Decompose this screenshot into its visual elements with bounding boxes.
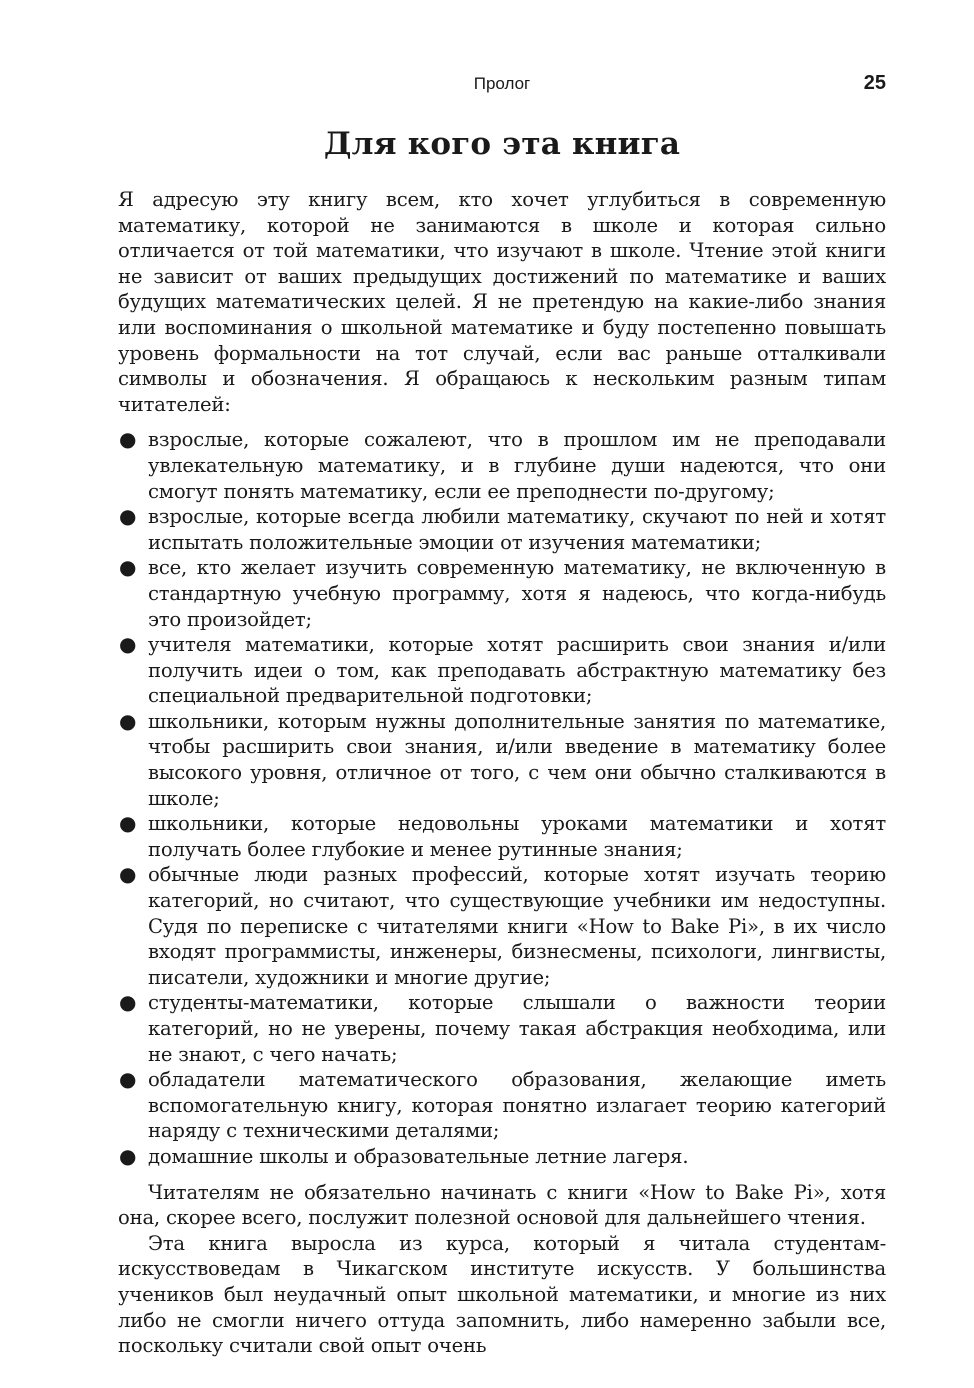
list-item-text: обладатели математического образования, желающие иметь вспомогательную книгу, которая понятно излагает теорию категорий наряду с техническими деталями; (148, 1068, 886, 1143)
list-item-text: взрослые, которые всегда любили математику, скучают по ней и хотят испытать положительные эмоции от изучения математики; (148, 505, 886, 554)
running-header (118, 70, 886, 100)
list-item-text: школьники, которым нужны дополнительные занятия по математике, чтобы расширить свои знания, и/или введение в математику более высокого уровня, отличное от того, с чем они обычно сталкиваются в школе; (148, 709, 886, 810)
running-title: Пролог (473, 74, 531, 93)
list-item-text: школьники, которые недовольны уроками математики и хотят получать более глубокие и менее рутинные знания; (148, 812, 886, 861)
list-item (118, 632, 886, 709)
list-item-text: студенты-математики, которые слышали о важности теории категорий, но не уверены, почему такая абстракция необходима, или не знают, с чего начать; (148, 991, 886, 1066)
bullet-icon: ● (119, 632, 137, 657)
body-text (118, 187, 886, 1359)
list-item-text: обычные люди разных профессий, которые хотят изучать теорию категорий, но считают, что существующие учебники им недоступны. Судя по переписке с читателями книги «How to Bake Pi», в их число входят программисты, инженеры, бизнесмены, психологи, лингвисты, писатели, художники и многие другие; (148, 863, 886, 989)
bullet-icon: ● (119, 1067, 137, 1092)
list-item (118, 555, 886, 632)
bullet-icon: ● (119, 555, 137, 580)
page-number: 25 (863, 72, 886, 94)
list-item (118, 862, 886, 990)
bullet-icon: ● (119, 427, 137, 452)
list-item-text: взрослые, которые сожалеют, что в прошлом им не преподавали увлекательную математику, и в глубине души надеются, что они смогут понять математику, если ее преподнести по-другому; (148, 428, 886, 503)
bullet-icon: ● (119, 708, 137, 733)
list-item (118, 1144, 886, 1170)
paragraph-course-origin: Эта книга выросла из курса, который я читала студентам-искусствоведам в Чикагском институте искусств. У большинства учеников был неудачный опыт школьной математики, и многие из них либо не смогли ничего оттуда запомнить, либо намеренно забыли все, поскольку считали свой опыт очень (118, 1231, 886, 1358)
section-title: Для кого эта книга (323, 126, 681, 162)
list-item (118, 990, 886, 1067)
list-item (118, 427, 886, 504)
list-item (118, 709, 886, 811)
list-item (118, 504, 886, 555)
bullet-icon: ● (119, 862, 137, 887)
intro-paragraph: Я адресую эту книгу всем, кто хочет углубиться в современную математику, которой не занимаются в школе и которая сильно отличается от той математики, что изучают в школе. Чтение этой книги не зависит от ваших предыдущих достижений по математике и ваших будущих математических целей. Я не претендую на какие-либо знания или воспоминания о школьной математике и буду постепенно повышать уровень формальности на тот случай, если вас раньше отталкивали символы и обозначения. Я обращаюсь к нескольким разным типам читателей: (118, 188, 886, 416)
audience-list (118, 427, 886, 1169)
bullet-icon: ● (119, 1143, 137, 1168)
list-item-text: учителя математики, которые хотят расширить свои знания и/или получить идеи о том, как преподавать абстрактную математику без специальной предварительной подготовки; (148, 633, 886, 708)
bullet-icon: ● (119, 990, 137, 1015)
bullet-icon: ● (119, 811, 137, 836)
list-item (118, 811, 886, 862)
bullet-icon: ● (119, 504, 137, 529)
list-item-text: домашние школы и образовательные летние лагеря. (148, 1144, 689, 1168)
list-item (118, 1067, 886, 1144)
list-item-text: все, кто желает изучить современную математику, не включенную в стандартную учебную программу, хотя я надеюсь, что когда-нибудь это произойдет; (148, 556, 886, 631)
paragraph-start-recommendation: Читателям не обязательно начинать с книги «How to Bake Pi», хотя она, скорее всего, послужит полезной основой для дальнейшего чтения. (118, 1180, 886, 1230)
